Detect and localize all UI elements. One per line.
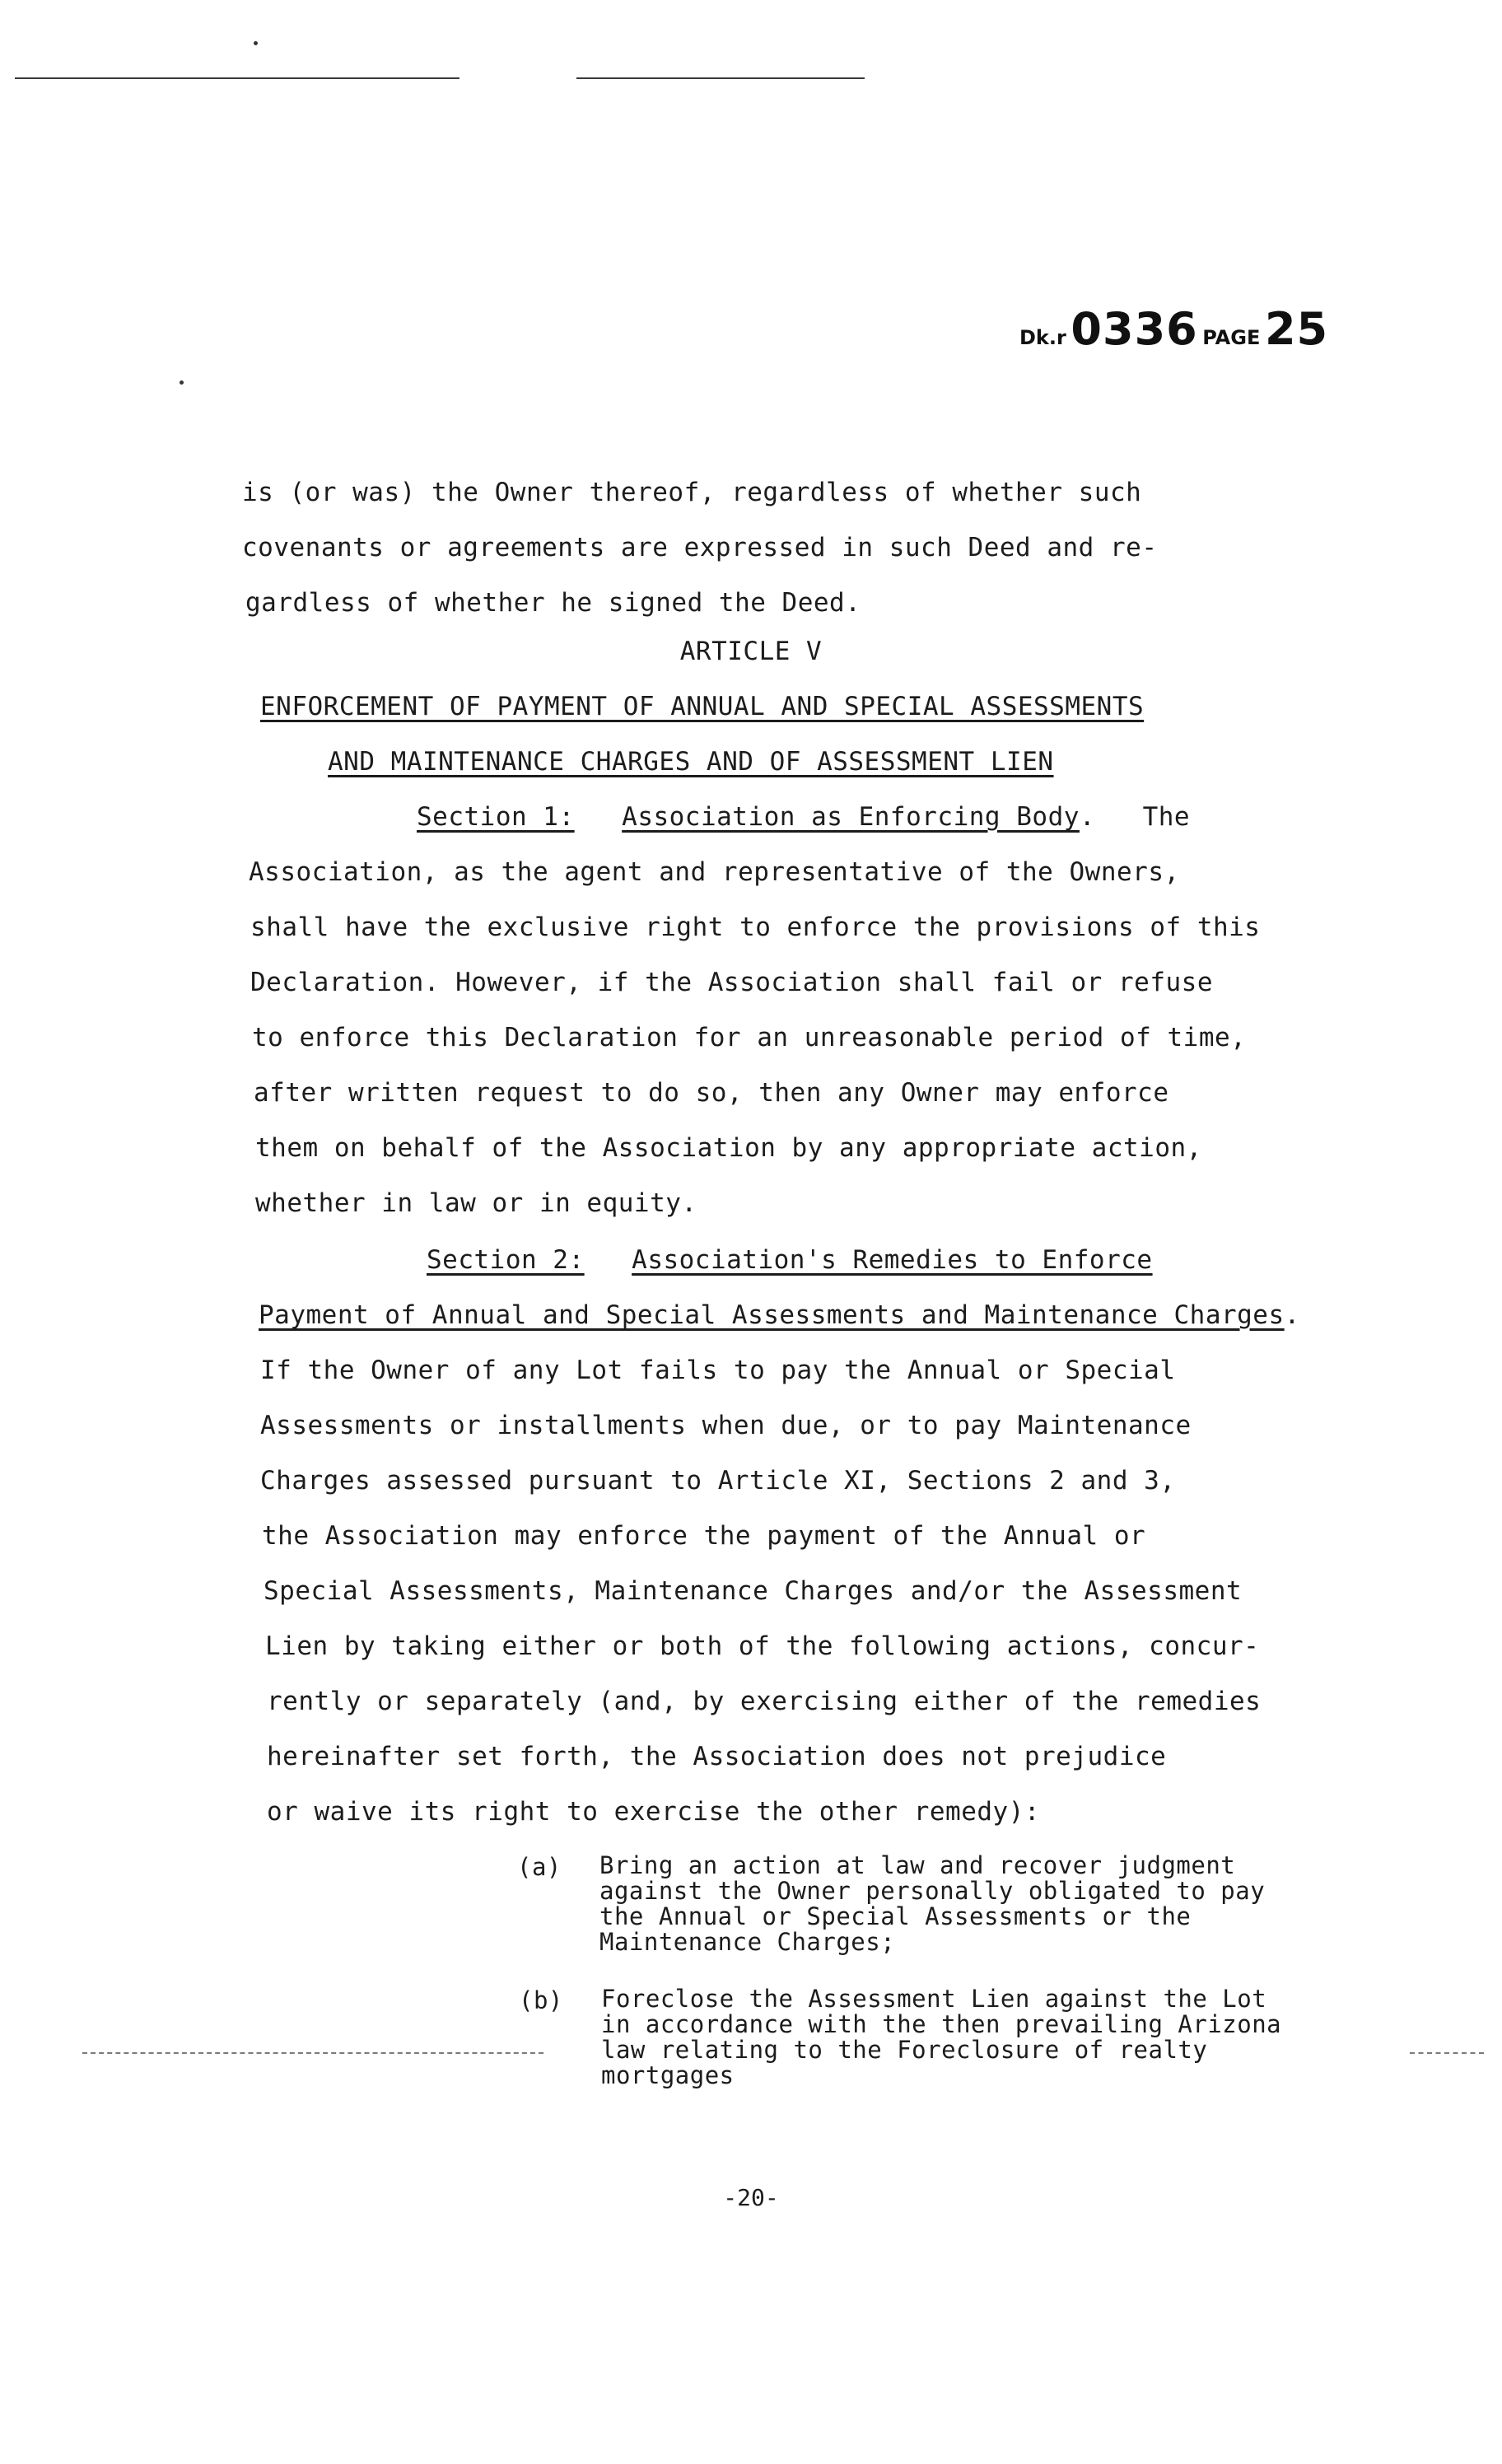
section-2-line: rently or separately (and, by exercising either of the remedies: [267, 1687, 1262, 1716]
body-line: gardless of whether he signed the Deed.: [245, 588, 861, 618]
section-2-line: the Association may enforce the payment of the Annual or: [262, 1521, 1146, 1551]
scan-dash-left: [82, 2052, 543, 2056]
section-2-period: .: [1284, 1300, 1300, 1330]
section-1-line: them on behalf of the Association by any appropriate action,: [255, 1133, 1202, 1163]
scan-dash-right: [1410, 2052, 1484, 2056]
section-2-line: If the Owner of any Lot fails to pay the Annual or Special: [260, 1356, 1176, 1385]
body-line: covenants or agreements are expressed in such Deed and re-: [242, 533, 1158, 562]
section-2-heading: [427, 1245, 1153, 1275]
section-2-title-line1: Association's Remedies to Enforce: [632, 1245, 1153, 1275]
section-2-line: Charges assessed pursuant to Article XI, Sections 2 and 3,: [260, 1466, 1176, 1496]
body-line: is (or was) the Owner thereof, regardless of whether such: [242, 478, 1142, 507]
scan-speck: [254, 41, 258, 45]
section-1-line: Association, as the agent and representative of the Owners,: [249, 857, 1180, 887]
section-1-period: .: [1079, 802, 1127, 832]
section-1-title: Association as Enforcing Body: [622, 802, 1080, 832]
article-heading-line2: AND MAINTENANCE CHARGES AND OF ASSESSMENT LIEN: [328, 747, 1054, 777]
stamp-page-number: 25: [1264, 303, 1329, 355]
remedy-item-text: Foreclose the Assessment Lien against the Lot in accordance with the then prevailing Arizona law relating to the Foreclosure of realty mortgages: [601, 1985, 1282, 2089]
remedy-item-label: (a): [517, 1853, 562, 1881]
section-2-line: Lien by taking either or both of the following actions, concur-: [265, 1631, 1260, 1661]
page-number: -20-: [723, 2184, 779, 2211]
stamp-book-prefix: Dk.r: [1019, 326, 1066, 349]
remedy-item-text: Bring an action at law and recover judgment against the Owner personally obligated to pay the Annual or Special Assessments or the Maintenance Charges;: [599, 1851, 1266, 1956]
section-1-line: Declaration. However, if the Association shall fail or refuse: [250, 968, 1213, 997]
section-2-label: Section 2:: [427, 1245, 585, 1275]
top-rule-right: [576, 77, 865, 79]
section-spacer: [590, 802, 606, 832]
section-1-line: after written request to do so, then any Owner may enforce: [254, 1078, 1169, 1108]
section-2-line: hereinafter set forth, the Association does not prejudice: [267, 1742, 1167, 1771]
section-2-line: Assessments or installments when due, or to pay Maintenance: [260, 1411, 1192, 1440]
top-rule-left: [15, 77, 459, 79]
stamp-book-number: 0336: [1071, 303, 1198, 355]
section-2-title-line2-row: [259, 1300, 1300, 1330]
recording-stamp: [1019, 303, 1328, 355]
section-spacer: [600, 1245, 616, 1275]
section-2-line: Special Assessments, Maintenance Charges and/or the Assessment: [264, 1576, 1243, 1606]
section-1-line: shall have the exclusive right to enforce the provisions of this: [250, 912, 1261, 942]
article-heading-line1: ENFORCEMENT OF PAYMENT OF ANNUAL AND SPECIAL ASSESSMENTS: [260, 692, 1145, 721]
section-1-heading: [417, 802, 1190, 832]
section-2-title-line2: Payment of Annual and Special Assessments and Maintenance Charges: [259, 1300, 1285, 1330]
stamp-page-label: PAGE: [1202, 326, 1261, 349]
scan-speck: [180, 380, 184, 385]
remedy-item-label: (b): [519, 1986, 563, 2014]
section-1-line: to enforce this Declaration for an unreasonable period of time,: [252, 1023, 1247, 1052]
section-2-line: or waive its right to exercise the other remedy):: [267, 1797, 1041, 1827]
section-1-line: whether in law or in equity.: [255, 1188, 697, 1218]
article-title: ARTICLE V: [679, 637, 823, 666]
section-1-lead: The: [1142, 802, 1191, 832]
remedy-item-b: [519, 1986, 1342, 2093]
section-1-label: Section 1:: [417, 802, 575, 832]
remedy-item-a: [517, 1853, 1341, 1960]
